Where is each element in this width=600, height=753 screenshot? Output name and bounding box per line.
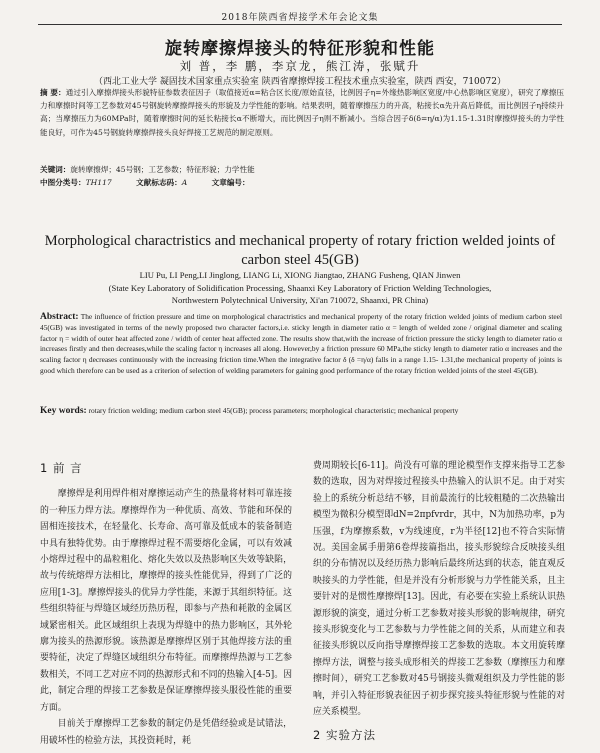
body-paragraph: 费周期较长[6-11]。尚没有可靠的理论模型作支撑来指导工艺参数的选取，因为对焊接过程接头中热输入的认识不足。由于对实验上的系统分析总结不够，目前最流行的比较粗糙的二次热输出模型为微积分模型即dN=2πpfvrdr，其中，N为加热功率，p为压强，f为摩擦系数，v为线速度，r为半径[12]也不符合实际情况。美国金属手册第6卷焊接篇指出，接头形貌综合反映接头组织的分布情况以及经历热力影响后最终所达到的状态，能直观反映接头的力学性能，但是并没有分析形貌与力学性能关系，且主要针对的是惯性摩擦焊[13]。因此，有必要在实验上系统认识热源形貌的演变，通过分析工艺参数对接头形貌的影响规律，研究接头形貌变化与工艺参数与力学性能之间的关系，从而建立和表征接头形貌以反向指导摩擦焊接工艺参数的选取。本文用旋转摩擦焊方法，调整与接头成形相关的焊接工艺参数（摩擦压力和摩擦时间），研究工艺参数对45号钢接头微观组织及力学性能的影响，并引入特征形貌表征因子初步探究接头特征形貌与性能的对应关系模型。 [313, 461, 565, 718]
clc-label: 中图分类号： [40, 178, 86, 187]
chinese-keywords [40, 163, 564, 176]
clc-value: TH117 [85, 178, 112, 187]
classification-row [40, 177, 560, 188]
header-rule [38, 24, 562, 25]
section-heading-method: 2 实验方法 [313, 727, 376, 742]
english-title: Morphological charactristics and mechanical property of rotary friction welded joints of carbon steel 45(GB) [44, 233, 556, 268]
chinese-abstract-label: 摘 要： [40, 88, 66, 97]
body-paragraph: 摩擦焊是利用焊件相对摩擦运动产生的热量将材料可靠连接的一种压力焊方法。摩擦焊作为一种优质、高效、节能和环保的固相连接技术，在轻量化、长寿命、高可靠及低成本的装备制造中具有独特优势。由于摩擦焊过程不需要熔化金属，可以有效减小熔焊过程中的晶粒粗化、熔化失效以及热影响区失效等缺陷，故与传统熔焊方法相比，摩擦焊的接头性能优异，得到了广泛的应用[1-3]。摩擦焊接头的优异力学性能，来源于其组织特征。这些组织特征与焊缝区域经历热历程，即参与产热和耗散的金属区域紧密相关。此区域组织上表现为焊缝中的热力影响区，其外轮廓为接头的热源形貌。该热源是摩擦焊区别于其他焊接方法的重要特征，决定了焊缝区域组织分布特征。而摩擦焊热源与工艺参数相关，不同工艺对应不同的热源形式和不同的热输入[4-5]。因此，制定合理的焊接工艺参数是保证摩擦焊接头服役性能的重要方面。 [40, 489, 292, 713]
english-keywords-text: rotary friction welding; medium carbon steel 45(GB); process parameters; morphological characteristic; mechanical property [88, 406, 459, 415]
chinese-abstract [40, 86, 564, 139]
clc-field [40, 178, 112, 187]
chinese-authors: 刘 普，李 鹏，李京龙，熊江涛，张赋升 [179, 59, 421, 73]
english-abstract-text: The influence of friction pressure and time on morphological charactristics and mechanical property of the rotary friction welded joints of medium carbon steel 45(GB) was investigated in terms of the newly proposed two character factors,i.e. sticky length in diameter ratio α = length of welded zone / original diameter and scaling factor η = width of outer heat affected zone / width of center heat affected zone. The results show that,with the increase of friction pressure the sticky length to diameter ratio α increases firstly and then decreases,while the scaling factor η increases all along. However,by a friction pressure 60 MPa,the sticky length to diameter ratio α increases and the scaling factor η decreases continuously with the increasing friction time.When the integrative factor δ (δ =η/α) falls in a range 1.15- 1.31,the mechanical property of joints is good which therefore can be used as a criterion of selection of welding parameters for gaining good performance of the rotary friction welded joints of the steel 45(GB). [40, 312, 562, 375]
doc-code-value: A [181, 178, 188, 187]
english-affiliation-line-2: Northwestern Polytechnical University, Xi'an 710072, Shaanxi, PR China) [171, 294, 429, 305]
body-column-left [40, 458, 292, 749]
running-header: 2018年陕西省焊接学术年会论文集 [221, 13, 379, 23]
chinese-keywords-text: 旋转摩擦焊；45号钢；工艺参数；特征形貌；力学性能 [70, 165, 255, 174]
article-no-field [212, 178, 250, 187]
article-no-label: 文章编号： [211, 178, 250, 187]
english-affiliation-line-1: (State Key Laboratory of Solidification Processing, Shaanxi Key Laboratory of Friction Welding Technologies, [108, 283, 492, 293]
body-column-right [313, 458, 565, 753]
chinese-affiliation: （西北工业大学 凝固技术国家重点实验室 陕西省摩擦焊接工程技术重点实验室，陕西 西安，710072） [94, 77, 506, 87]
english-affiliation [40, 283, 560, 306]
chinese-keywords-label: 关键词： [40, 165, 71, 174]
doc-code-label: 文献标志码： [136, 178, 182, 187]
english-keywords-label: Key words: [40, 406, 87, 416]
english-abstract [40, 312, 562, 377]
english-abstract-label: Abstract: [40, 312, 79, 322]
body-paragraph: 目前关于摩擦焊工艺参数的制定仍是凭借经验或是试错法，用破坏性的检验方法，其投资耗时，耗 [40, 719, 292, 746]
chinese-abstract-text: 通过引入摩擦焊接头形貌特征参数表征因子（取值接近α=粘合区长度/原始直径，比例因子η=外缘热影响区宽度/中心热影响区宽度），研究了摩擦压力和摩擦时间等工艺参数对45号钢旋转摩擦焊接头的形貌及力学性能的影响。结果表明，随着摩擦压力的升高，粘接长α先升高后降低，而比例因子η持续升高；当摩擦压力为60MPa时，随着摩擦时间的延长粘接长α不断增大，而比例因子η则不断减小。当综合因子δ(δ=η/α)为1.15-1.31时摩擦焊接头的力学性能良好，可作为45号钢旋转摩擦焊接头良好焊接工艺规范的制定原则。 [40, 88, 564, 137]
english-authors: LIU Pu, LI Peng,LI Jinglong, LIANG Li, XIONG Jiangtao, ZHANG Fusheng, QIAN Jinwen [139, 270, 461, 280]
section-heading-introduction: 1 前 言 [40, 461, 83, 475]
doc-code-field [136, 178, 187, 187]
english-keywords [40, 406, 562, 417]
chinese-title: 旋转摩擦焊接头的特征形貌和性能 [165, 39, 435, 59]
